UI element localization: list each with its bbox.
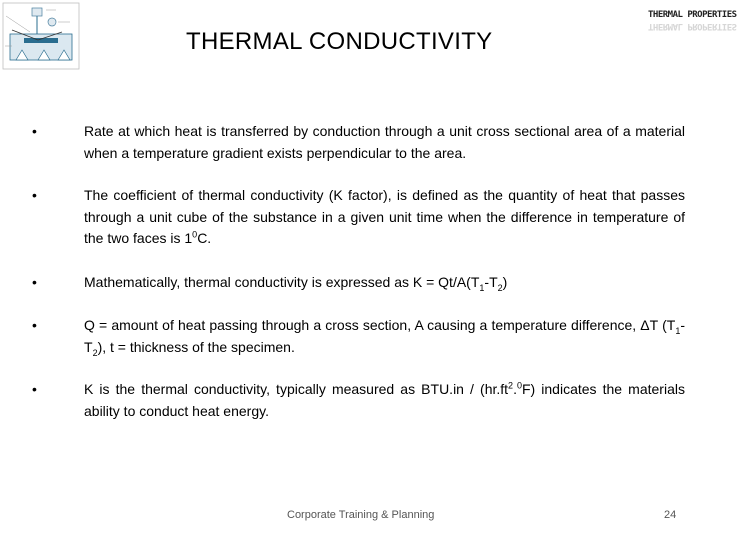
page-number: 24 (664, 509, 677, 521)
logo-reflection: THERMAL PROPERTIES (648, 21, 737, 31)
slide-title: THERMAL CONDUCTIVITY (186, 28, 493, 55)
bullet-text-3 (84, 272, 685, 294)
bullet-marker: • (32, 123, 37, 139)
subscript: 1 (675, 325, 681, 336)
bullet-2-text: The coefficient of thermal conductivity (K factor), is defined as the quantity of heat that passes through a unit cube of the substance in a given unit time when the difference in temperature of the two faces is 1 (84, 187, 685, 246)
footer-text: Corporate Training & Planning (287, 509, 435, 521)
bullet-5-text-end: F) indicates the materials ability to conduct heat energy. (84, 381, 685, 419)
bullet-2-text-end: C. (197, 230, 212, 246)
bullet-5-text: K is the thermal conductivity, typically measured as BTU.in / (hr.ft (84, 381, 509, 397)
superscript: 2 (508, 380, 514, 391)
bullet-marker: • (32, 381, 37, 397)
superscript: 0 (192, 229, 198, 240)
bullet-text-1 (84, 121, 685, 164)
subscript: 1 (479, 282, 485, 293)
bullet-1-text: Rate at which heat is transferred by conduction through a unit cross sectional area of a material when a temperature gradient exists perpendicular to the area. (84, 123, 685, 161)
bullet-4-text-end: ), t = thickness of the specimen. (97, 338, 295, 355)
subscript: 2 (92, 347, 98, 358)
apparatus-diagram-icon (2, 2, 80, 70)
bullet-text-2 (84, 185, 685, 250)
bullet-marker: • (32, 274, 37, 290)
thermal-properties-logo (648, 10, 737, 40)
bullet-text-4 (84, 315, 685, 358)
bullet-5-text-mid: . (513, 381, 517, 397)
bullet-marker: • (32, 187, 37, 203)
bullet-3-text-end: ) (502, 274, 508, 290)
bullet-3-text: Mathematically, thermal conductivity is expressed as K = Qt/A(T (84, 274, 480, 290)
bullet-4-text: Q = amount of heat passing through a cross section, A causing a temperature difference, ΔT (T (84, 317, 676, 333)
bullet-text-5 (84, 379, 685, 422)
superscript: 0 (516, 380, 522, 391)
bullet-marker: • (32, 317, 37, 333)
subscript: 2 (497, 282, 503, 293)
logo-text: THERMAL PROPERTIES (648, 10, 737, 20)
bullet-3-text-mid: -T (484, 274, 498, 290)
bullet-4-text-mid: -T (84, 317, 685, 355)
